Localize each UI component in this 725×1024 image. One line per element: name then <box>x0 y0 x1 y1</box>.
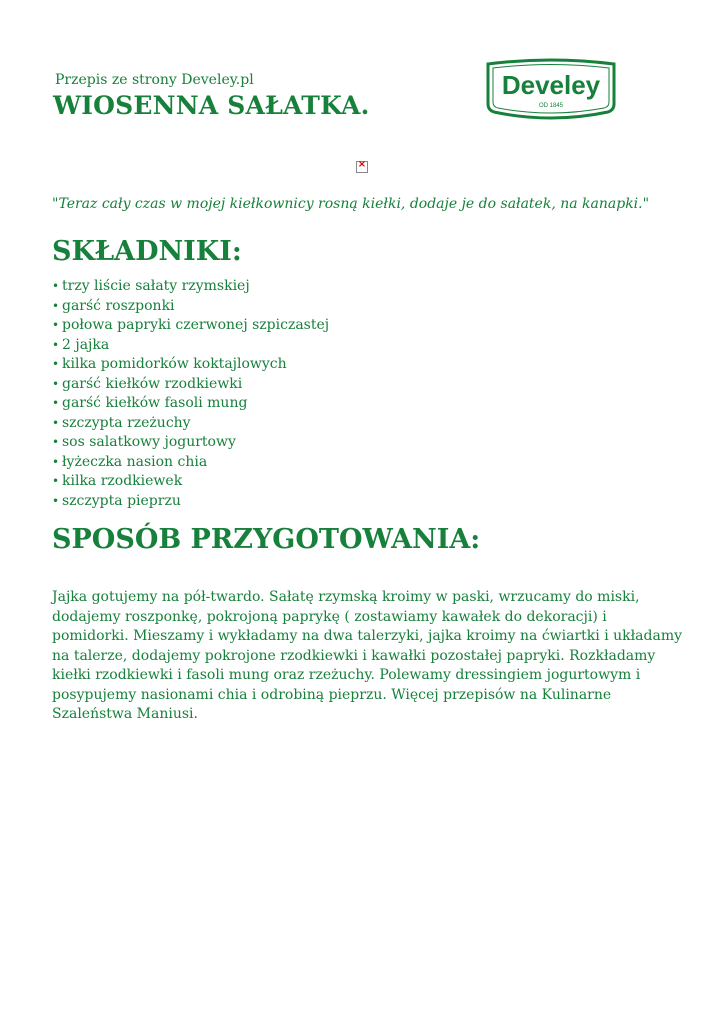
bullet-icon: • <box>52 435 60 449</box>
broken-image-icon: × <box>356 161 368 173</box>
develey-logo <box>482 58 620 122</box>
ingredient-item: • szczypta pieprzu <box>52 492 329 512</box>
bullet-icon: • <box>52 357 60 371</box>
ingredient-item: • garść roszponki <box>52 297 329 317</box>
recipe-quote: "Teraz cały czas w mojej kiełkownicy rosną kiełki, dodaje je do sałatek, na kanapki." <box>52 196 650 212</box>
bullet-icon: • <box>52 415 60 430</box>
bullet-icon: • <box>52 396 60 410</box>
preparation-text: Jajka gotujemy na pół-twardo. Sałatę rzymską kroimy w paski, wrzucamy do miski, dodajemy roszponkę, pokrojoną paprykę ( zostawiamy kawałek do dekoracji) i pomidorki. Mieszamy i wykładamy na dwa talerzyki, jajka kroimy na ćwiartki i układamy na talerze, dodajemy pokrojone rzodkiewki i kawałki pozostałej papryki. Rozkładamy kiełki rzodkiewki i fasoli mung oraz rzeżuchy. Polewamy dressingiem jogurtowym i posypujemy nasionami chia i odrobiną pieprzu. Więcej przepisów na Kulinarne Szaleństwa Maniusi. <box>52 589 683 722</box>
ingredient-item: • garść kiełków rzodkiewki <box>52 375 329 395</box>
ingredient-item: • trzy liście sałaty rzymskiej <box>52 277 329 297</box>
logo-tagline-text: OD 1845 <box>538 103 564 109</box>
bullet-icon: • <box>52 454 60 469</box>
bullet-icon: • <box>52 318 60 332</box>
ingredient-item: • garść kiełków fasoli mung <box>52 394 329 414</box>
ingredient-item: • łyżeczka nasion chia <box>52 453 329 473</box>
bullet-icon: • <box>52 279 60 293</box>
ingredient-item: • sos salatkowy jogurtowy <box>52 433 329 453</box>
ingredient-item: • szczypta rzeżuchy <box>52 414 329 434</box>
bullet-icon: • <box>52 493 60 508</box>
bullet-icon: • <box>52 376 60 391</box>
recipe-title: WIOSENNA SAŁATKA. <box>53 91 370 120</box>
preparation-heading: SPOSÓB PRZYGOTOWANIA: <box>52 524 481 555</box>
bullet-icon: • <box>52 298 60 313</box>
ingredient-item: • kilka pomidorków koktajlowych <box>52 355 329 375</box>
bullet-icon: • <box>52 337 60 352</box>
bullet-icon: • <box>52 474 60 488</box>
ingredient-item: • 2 jajka <box>52 336 329 356</box>
ingredient-item: • połowa papryki czerwonej szpiczastej <box>52 316 329 336</box>
ingredient-item: • kilka rzodkiewek <box>52 472 329 492</box>
ingredients-list <box>52 277 329 511</box>
logo-brand-text: Develey <box>501 70 601 100</box>
ingredients-heading: SKŁADNIKI: <box>52 236 242 267</box>
source-line: Przepis ze strony Develey.pl <box>55 72 254 88</box>
